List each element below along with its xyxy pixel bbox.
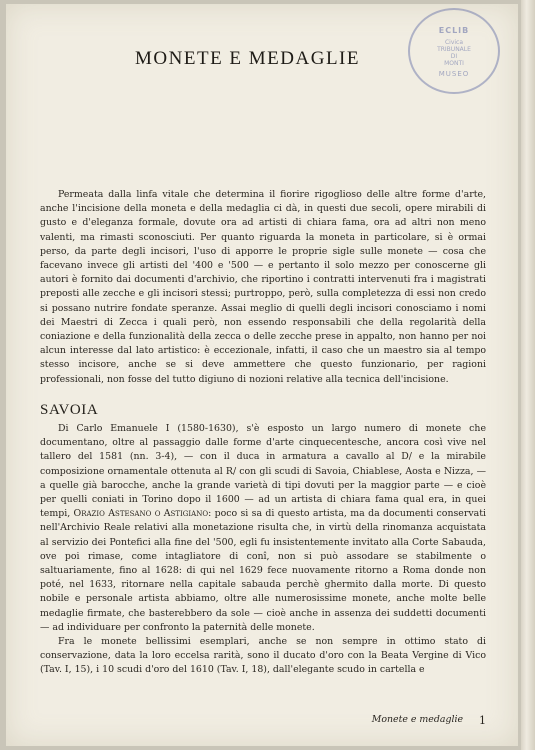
intro-paragraph: Permeata dalla linfa vitale che determina il fiorire rigoglioso delle altre forme d'arte, anche l'incisione della moneta e della medaglia ci dà, in questi due secoli, opere mirabili di gusto e d'eleganza formale, dovute ora ad artisti di chiara fama, ora ad altri non meno valenti, ma rimasti sconosciuti. Per quanto riguarda la moneta in particolare, si è ormai perso, da parte degli incisori, l'uso di apporre le proprie sigle sulle monete — cosa che facevano invece gli artisti del '400 e '500 — e pertanto il solo mezzo per conoscerne gli autori è fornito dai documenti d'archivio, che riportino i contratti intervenuti fra i magistrati preposti alle zecche e gli incisori stessi; purtroppo, però, sulla completezza di essi non credo si possano nutrire fondate speranze. Assai meglio di quelli degli incisori conosciamo i nomi dei Maestri di Zecca i quali però, non essendo responsabili che della regolarità della coniazione e della funzionalità della zecca o delle zecche prese in appalto, non hanno per noi alcun interesse dal lato artistico: è eccezionale, infatti, il caso che un maestro sia al tempo stesso incisore, anche se si deve ammettere che questo funzionario, per ragioni professionali, non fosse del tutto digiuno di nozioni relative alla tecnica dell'incisione. [40,189,486,385]
library-stamp: ECLIB Civica TRIBUNALE DI MONTI MUSEO [408,8,500,94]
page-number: 1 [479,714,486,727]
page-footer [40,714,486,727]
section-body [40,422,486,678]
section-heading: SAVOIA [40,402,99,418]
artist-name: Orazio Astesano o Astigiano [73,508,209,520]
adjacent-page-edge [521,0,535,750]
running-title: Monete e medaglie [371,714,463,725]
page-title: MONETE E MEDAGLIE [135,48,360,69]
body-paragraph-1: Di Carlo Emanuele I (1580-1630), s'è esposto un largo numero di monete che documentano, oltre al passaggio dalle forme d'arte cinquecentesche, ancora così vive nel tallero del 1581 (nn. 3-4), — con il duca in armatura a cavallo al D/ e la mirabile composizione ornamentale ottenuta al R/ con gli scudi di Savoia, Chiablese, Aosta e Nizza, — a quelle già barocche, anche la grande varietà di tipi dovuti per la maggior parte — e cioè per quelli coniati in Torino dopo il 1600 — ad un artista di chiara fama qual era, in quei tempi, Orazio Astesano o Astigiano: poco si sa di questo artista, ma da documenti conservati nell'Archivio Reale relativi alla monetazione risulta che, in virtù della rinomanza acquistata al servizio dei Pontefici alla fine del '500, egli fu insistentemente invitato alla Corte Sabauda, ove poi rimase, come intagliatore di conî, non si può assodare se stabilmente o saltuariamente, fino al 1628: di qui nel 1629 fece nuovamente ritorno a Roma donde non poté, nel 1633, ritornare nella capitale sabauda perchè ghermito dalla morte. Di questo nobile e personale artista abbiamo, oltre alle numerosissime monete, anche molte belle medaglie firmate, che basterebbero da sole — cioè anche in assenza dei suddetti documenti — ad individuare per confronto la paternità delle monete. [40,423,486,633]
body-paragraph-2: Fra le monete bellissimi esemplari, anche se non sempre in ottimo stato di conservazione, data la loro eccelsa rarità, sono il ducato d'oro con la Beata Vergine di Vico (Tav. I, 15), i 10 scudi d'oro del 1610 (Tav. I, 18), dall'elegante scudo in cartella e [40,636,486,676]
